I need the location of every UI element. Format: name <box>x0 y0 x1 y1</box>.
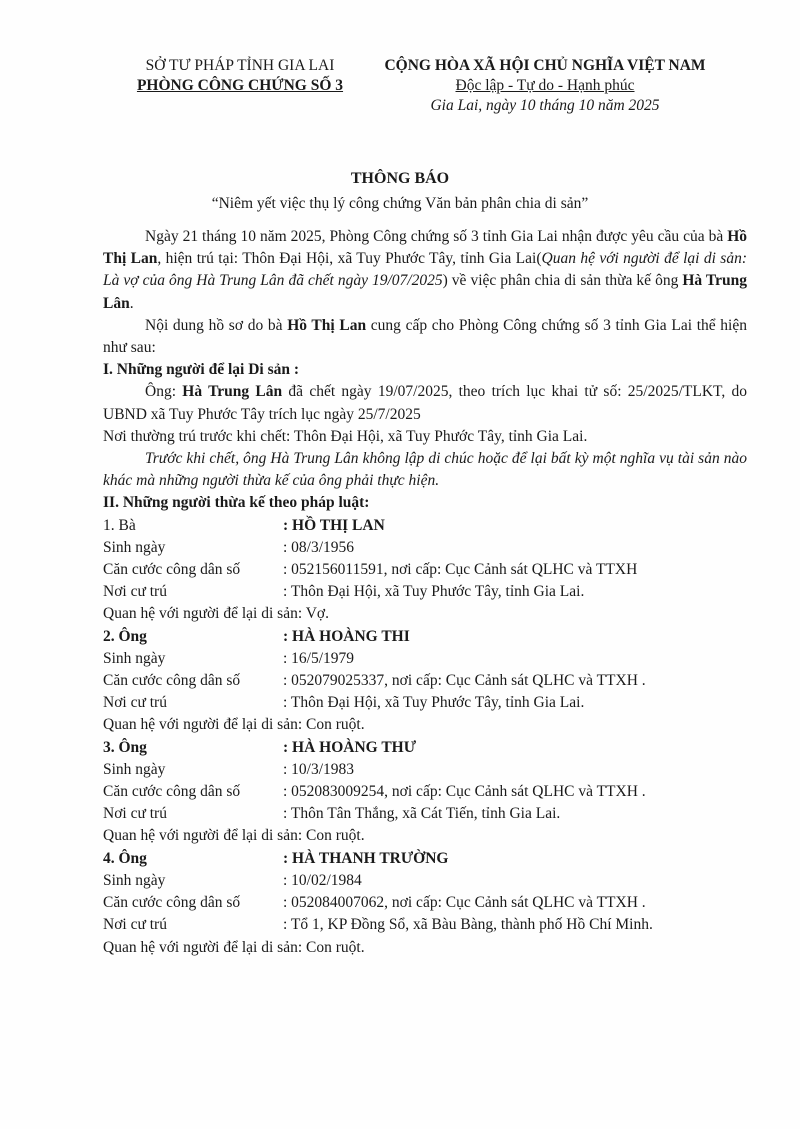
intro-paragraph-1: Ngày 21 tháng 10 năm 2025, Phòng Công chứng số 3 tỉnh Gia Lai nhận được yêu cầu của bà Hồ Thị Lan, hiện trú tại: Thôn Đại Hội, xã Tuy Phước Tây, tỉnh Gia Lai(Quan hệ với người để lại di sản: Là vợ của ông Hà Trung Lân đã chết ngày 19/07/2025) về việc phân chia di sản thừa kế ông Hà Trung Lân. <box>103 228 747 312</box>
motto: Độc lập - Tự do - Hạnh phúc <box>455 77 635 94</box>
heir-name: : HÀ THANH TRƯỜNG <box>283 849 449 867</box>
heir-entry: 1. Bà : HỒ THỊ LAN Sinh ngày : 08/3/1956 Căn cước công dân số : 052156011591, nơi cấp: Cục Cảnh sát QLHC và TTXH Nơi cư trú : Thôn Đại Hội, xã Tuy Phước Tây, tỉnh Gia Lai. Quan hệ với người để lại di sản: Vợ. <box>103 515 747 626</box>
document-title: THÔNG BÁO <box>350 170 450 187</box>
deceased-note: Trước khi chết, ông Hà Trung Lân không lập di chúc hoặc để lại bất kỳ một nghĩa vụ tài sản nào khác mà những người thừa kế của ông phải thực hiện. <box>103 450 747 490</box>
heir-relation: Quan hệ với người để lại di sản: Con ruột. <box>103 938 365 956</box>
heir-relation: Quan hệ với người để lại di sản: Con ruột. <box>103 827 365 845</box>
heir-relation: Quan hệ với người để lại di sản: Con ruột. <box>103 716 365 734</box>
national-header <box>370 56 720 116</box>
org-line2: PHÒNG CÔNG CHỨNG SỐ 3 <box>136 77 344 94</box>
heir-entry: 3. Ông : HÀ HOÀNG THƯ Sinh ngày : 10/3/1983 Căn cước công dân số : 052083009254, nơi cấp: Cục Cảnh sát QLHC và TTXH . Nơi cư trú : Thôn Tân Thắng, xã Cát Tiến, tỉnh Gia Lai. Quan hệ với người để lại di sản: Con ruột. <box>103 737 747 848</box>
deceased-paragraph: Ông: Hà Trung Lân đã chết ngày 19/07/2025, theo trích lục khai tử số: 25/2025/TLKT, do UBND xã Tuy Phước Tây trích lục ngày 25/7/2025 <box>103 383 747 423</box>
section-2-heading: II. Những người thừa kế theo pháp luật: <box>103 494 370 512</box>
nation-title: CỘNG HÒA XÃ HỘI CHỦ NGHĨA VIỆT NAM <box>384 57 706 74</box>
document-body <box>103 226 747 959</box>
issuer-block <box>100 56 380 96</box>
heir-name: : HÀ HOÀNG THƯ <box>283 738 417 756</box>
deceased-residence: Nơi thường trú trước khi chết: Thôn Đại Hội, xã Tuy Phước Tây, tỉnh Gia Lai. <box>103 427 588 445</box>
heir-name: : HÀ HOÀNG THI <box>283 627 410 645</box>
intro-paragraph-2: Nội dung hồ sơ do bà Hồ Thị Lan cung cấp cho Phòng Công chứng số 3 tỉnh Gia Lai thể hiện như sau: <box>103 316 747 357</box>
org-line1: SỞ TƯ PHÁP TỈNH GIA LAI <box>145 57 335 74</box>
place-date: Gia Lai, ngày 10 tháng 10 năm 2025 <box>430 97 660 114</box>
document-subtitle: “Niêm yết việc thụ lý công chứng Văn bản phân chia di sản” <box>211 195 589 212</box>
heir-name: : HỒ THỊ LAN <box>283 516 385 534</box>
heir-relation: Quan hệ với người để lại di sản: Vợ. <box>103 605 329 623</box>
heir-entry: 4. Ông : HÀ THANH TRƯỜNG Sinh ngày : 10/02/1984 Căn cước công dân số : 052084007062, nơi cấp: Cục Cảnh sát QLHC và TTXH . Nơi cư trú : Tổ 1, KP Đồng Sổ, xã Bàu Bàng, thành phố Hồ Chí Minh. Quan hệ với người để lại di sản: Con ruột. <box>103 848 747 959</box>
section-1-heading: I. Những người để lại Di sản : <box>103 361 300 379</box>
heir-entry: 2. Ông : HÀ HOÀNG THI Sinh ngày : 16/5/1979 Căn cước công dân số : 052079025337, nơi cấp: Cục Cảnh sát QLHC và TTXH . Nơi cư trú : Thôn Đại Hội, xã Tuy Phước Tây, tỉnh Gia Lai. Quan hệ với người để lại di sản: Con ruột. <box>103 626 747 737</box>
